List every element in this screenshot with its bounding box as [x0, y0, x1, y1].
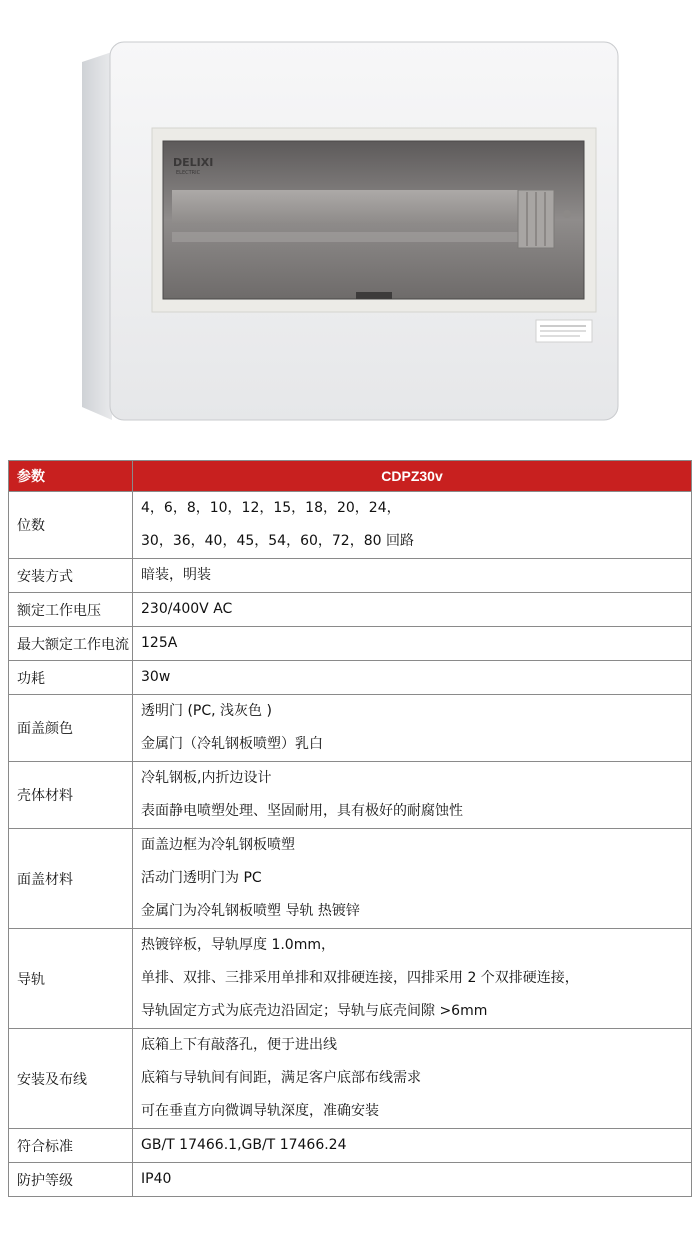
header-label: 参数 [9, 461, 133, 492]
table-row [9, 1163, 692, 1197]
row-value-line: 单排、双排、三排采用单排和双排硬连接，四排采用 2 个双排硬连接， [141, 970, 579, 986]
row-label: 导轨 [9, 929, 133, 1029]
row-value [133, 559, 692, 593]
row-value [133, 593, 692, 627]
spec-table-body [9, 492, 692, 1197]
product-photo [0, 0, 700, 455]
row-label: 位数 [9, 492, 133, 559]
row-value-line: 面盖边框为冷轧钢板喷塑 [141, 837, 295, 853]
row-value [133, 762, 692, 829]
row-label: 壳体材料 [9, 762, 133, 829]
header-model: CDPZ30v [133, 461, 692, 492]
table-row [9, 929, 692, 1029]
row-value-line: 可在垂直方向微调导轨深度，准确安装 [141, 1103, 379, 1119]
distribution-box-image [0, 0, 700, 455]
row-value-line: 30w [141, 669, 171, 685]
row-value-line: 金属门为冷轧钢板喷塑 导轨 热镀锌 [141, 903, 360, 919]
row-value-line: 230/400V AC [141, 601, 233, 617]
row-value-line: 125A [141, 635, 178, 651]
row-value-line: 金属门（冷轧钢板喷塑）乳白 [141, 736, 323, 752]
table-row [9, 627, 692, 661]
row-value-line: 4，6，8，10，12，15，18，20，24， [141, 500, 401, 516]
row-value [133, 661, 692, 695]
row-label: 安装方式 [9, 559, 133, 593]
svg-text:ELECTRIC: ELECTRIC [176, 170, 201, 176]
row-label: 防护等级 [9, 1163, 133, 1197]
row-value [133, 627, 692, 661]
table-row [9, 1129, 692, 1163]
row-label: 面盖材料 [9, 829, 133, 929]
row-value-line: 冷轧钢板,内折边设计 [141, 770, 272, 786]
row-label: 功耗 [9, 661, 133, 695]
row-value [133, 829, 692, 929]
row-value [133, 929, 692, 1029]
row-value-line: 活动门透明门为 PC [141, 870, 262, 886]
row-value-line: 表面静电喷塑处理、坚固耐用，具有极好的耐腐蚀性 [141, 803, 463, 819]
brand-logo: DELIXI [173, 156, 214, 169]
table-row [9, 695, 692, 762]
row-value-line: 透明门 (PC, 浅灰色 ) [141, 703, 272, 719]
row-label: 最大额定工作电流 [9, 627, 133, 661]
row-value [133, 695, 692, 762]
row-value-line: 底箱上下有敲落孔，便于进出线 [141, 1037, 337, 1053]
row-value-line: 暗装，明装 [141, 567, 211, 583]
table-row [9, 661, 692, 695]
row-value-line: IP40 [141, 1171, 172, 1187]
table-header-row [9, 461, 692, 492]
row-value [133, 1129, 692, 1163]
row-label: 安装及布线 [9, 1029, 133, 1129]
spec-table [8, 460, 692, 1197]
row-value [133, 1029, 692, 1129]
table-row [9, 559, 692, 593]
row-value [133, 492, 692, 559]
row-label: 额定工作电压 [9, 593, 133, 627]
row-value-line: 热镀锌板，导轨厚度 1.0mm， [141, 937, 335, 953]
row-value-line: GB/T 17466.1,GB/T 17466.24 [141, 1137, 347, 1153]
table-row [9, 1029, 692, 1129]
table-row [9, 762, 692, 829]
row-label: 符合标准 [9, 1129, 133, 1163]
row-label: 面盖颜色 [9, 695, 133, 762]
row-value-line: 导轨固定方式为底壳边沿固定；导轨与底壳间隙 >6mm [141, 1003, 488, 1019]
row-value [133, 1163, 692, 1197]
row-value-line: 底箱与导轨间有间距，满足客户底部布线需求 [141, 1070, 421, 1086]
table-row [9, 492, 692, 559]
row-value-line: 30，36，40，45，54，60，72，80 回路 [141, 533, 414, 549]
table-row [9, 593, 692, 627]
table-row [9, 829, 692, 929]
